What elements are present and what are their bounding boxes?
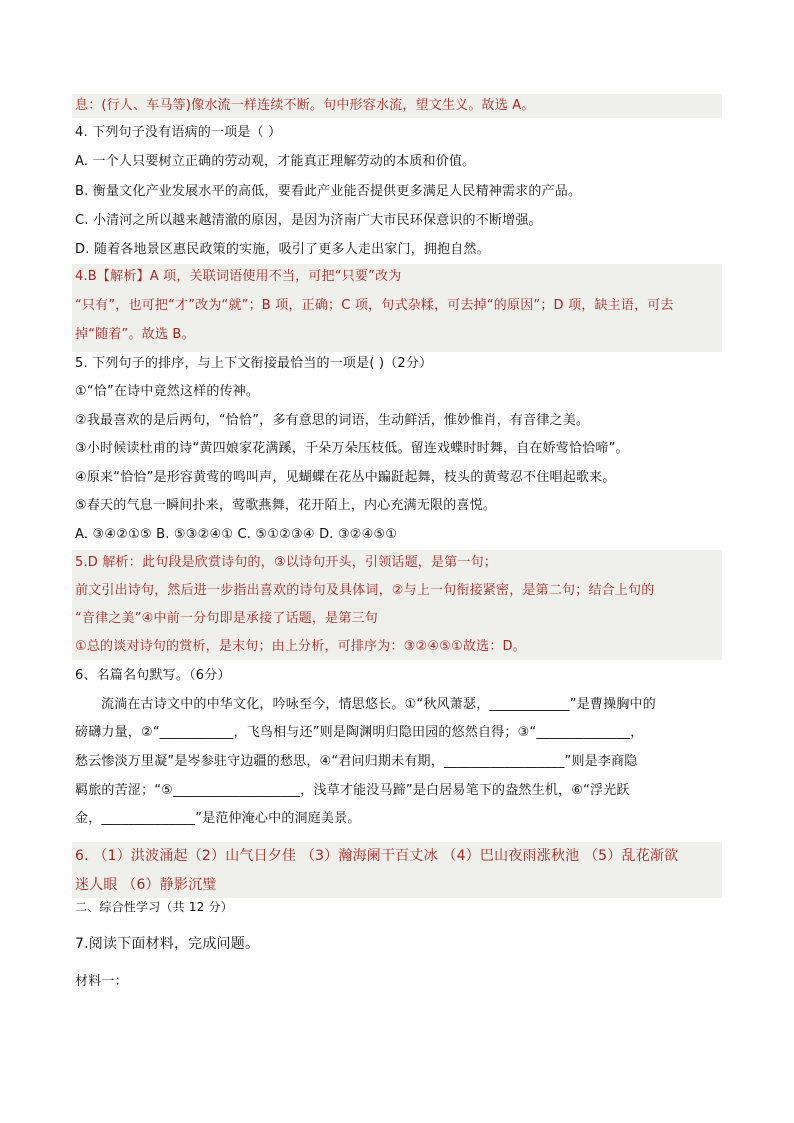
question-5-item-5: ⑤春天的气息一瞬间扑来，莺歌燕舞，花开陌上，内心充满无限的喜悦。: [75, 498, 497, 513]
question-6-para-line5: 金，______________”是范仲淹心中的洞庭美景。: [75, 811, 361, 826]
question-5-item-2: ②我最喜欢的是后两句，“恰恰”，多有意思的词语，生动鲜活，惟妙惟肖，有音律之美。: [75, 413, 590, 428]
question-6-stem: 6、名篇名句默写。（6分）: [75, 668, 231, 683]
answer-q5-line2: 前文引出诗句，然后进一步指出喜欢的诗句及具体词，②与上一句衔接紧密，是第二句；结合上句的: [75, 583, 655, 598]
question-7-stem: 7.阅读下面材料，完成问题。: [75, 936, 260, 952]
section-2-title: 二、综合性学习（共 12 分）: [75, 900, 233, 914]
question-6-para-line4: 羁旅的苦涩；“⑤___________________，浅草才能没马蹄”是白居易笔下的盎然生机，⑥“浮光跃: [75, 783, 630, 798]
question-6-para-line3: 愁云惨淡万里凝”是岑参驻守边疆的愁思，④“君问归期未有期，__________________”则是李商隐: [75, 754, 638, 769]
question-4-option-a: A. 一个人只要树立正确的劳动观，才能真正理解劳动的本质和价值。: [75, 154, 476, 169]
question-5-item-4: ④原来“恰恰”是形容黄莺的鸣叫声，见蝴蝶在花丛中蹁跹起舞，枝头的黄莺忍不住唱起歌来。: [75, 470, 616, 485]
material-1-label: 材料一：: [75, 974, 128, 989]
question-5-item-3: ③小时候读杜甫的诗“黄四娘家花满蹊，千朵万朵压枝低。留连戏蝶时时舞，自在娇莺恰恰啼”。: [75, 441, 629, 456]
answer-text-top: 息：(行人、车马等)像水流一样连续不断。句中形容水流，望文生义。故选 A。: [75, 98, 535, 113]
answer-q4-line3: 掉“随着”。故选 B。: [75, 327, 195, 342]
question-4-stem: 4. 下列句子没有语病的一项是（ ）: [75, 125, 282, 140]
answer-q5-line3: “音律之美”④中前一分句即是承接了话题，是第三句: [75, 611, 378, 626]
answer-q4-line1: 4.B【解析】A 项，关联词语使用不当，可把“只要”改为: [75, 269, 402, 284]
question-5-options: A. ③④②①⑤ B. ⑤③②④① C. ⑤①②③④ D. ③②④⑤①: [75, 527, 398, 542]
question-5-stem: 5. 下列句子的排序，与上下文衔接最恰当的一项是( )（2分）: [75, 356, 433, 371]
question-6-para-line1: [101, 695, 656, 715]
question-4-option-d: D. 随着各地景区惠民政策的实施，吸引了更多人走出家门，拥抱自然。: [75, 242, 490, 257]
answer-q5-line4: ①总的谈对诗句的赏析，是末句；由上分析，可排序为：③②④⑤①故选：D。: [75, 639, 526, 654]
answer-q6-line2: 迷人眼 （6）静影沉璧: [75, 877, 217, 893]
answer-q4-line2: “只有”，也可把“才”改为“就”；B 项，正确；C 项，句式杂糅，可去掉“的原因”；D 项，缺主语，可去: [75, 298, 674, 313]
answer-q6-line1: 6. （1）洪波涌起（2）山气日夕佳 （3）瀚海阑干百丈冰 （4）巴山夜雨涨秋池 （5）乱花渐欲: [75, 848, 679, 864]
question-4-option-b: B. 衡量文化产业发展水平的高低，要看此产业能否提供更多满足人民精神需求的产品。: [75, 184, 582, 199]
answer-q5-line1: 5.D 解析：此句段是欣赏诗句的，③以诗句开头，引领话题，是第一句；: [75, 555, 498, 570]
question-6-para-text-1: 流淌在古诗文中的中华文化，吟咏至今，情思悠长。①“秋风萧瑟，____________”是曹操胸中的: [101, 697, 656, 712]
question-5-item-1: ①“恰”在诗中竟然这样的传神。: [75, 384, 260, 399]
question-4-option-c: C. 小清河之所以越来越清澈的原因，是因为济南广大市民环保意识的不断增强。: [75, 213, 542, 228]
question-6-para-line2: 磅礴力量，②“___________，飞鸟相与还”则是陶渊明归隐田园的悠然自得；③“______________，: [75, 725, 644, 740]
